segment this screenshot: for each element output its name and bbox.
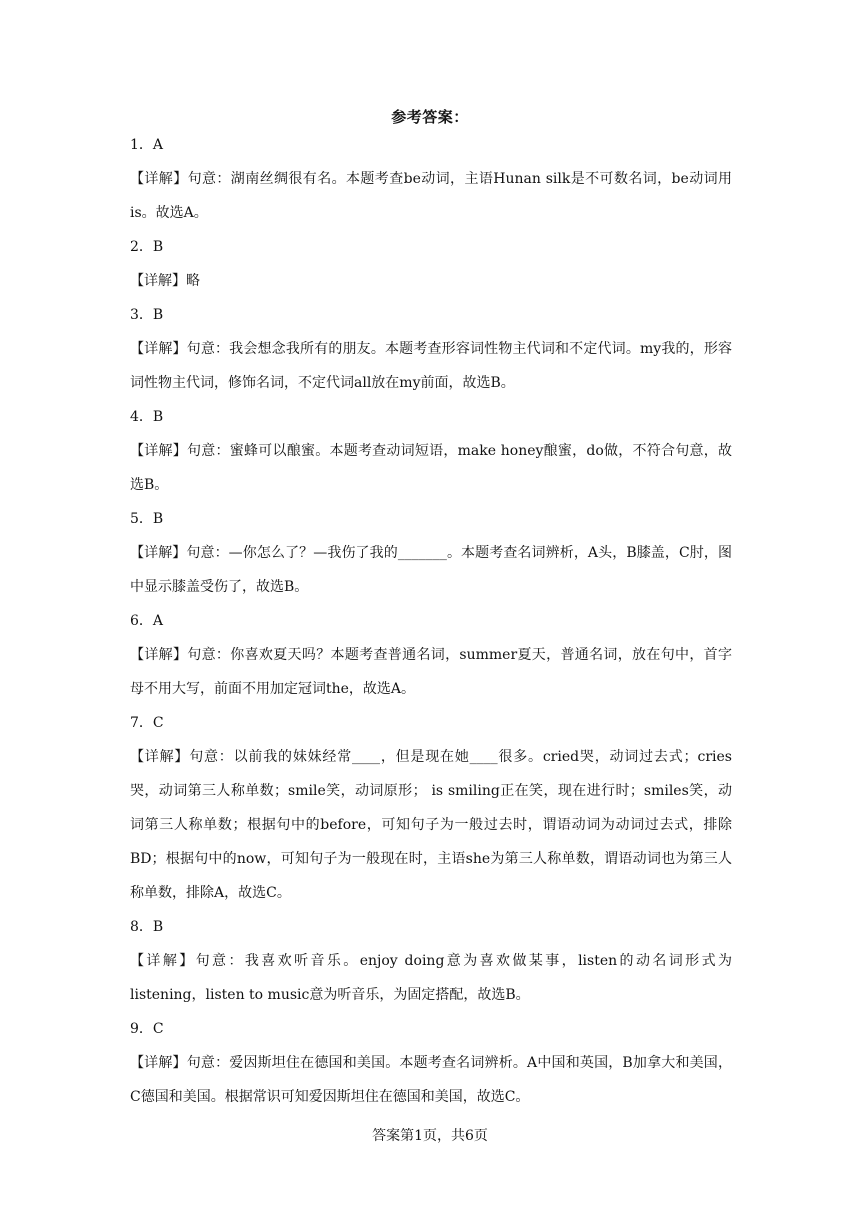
answer-detail: 【详解】句意：—你怎么了？—我伤了我的_______。本题考查名词辨析，A头，B膝盖，C肘，图中显示膝盖受伤了，故选B。 bbox=[130, 545, 732, 595]
answer-number: 4．B bbox=[130, 409, 164, 425]
answer-number: 8．B bbox=[130, 919, 164, 935]
answer-detail: 【详解】句意：你喜欢夏天吗？本题考查普通名词，summer夏天，普通名词，放在句中，首字母不用大写，前面不用加定冠词the，故选A。 bbox=[130, 647, 732, 697]
answer-number: 7．C bbox=[130, 715, 164, 731]
answer-detail: 【详解】句意：我会想念我所有的朋友。本题考查形容词性物主代词和不定代词。my我的，形容词性物主代词，修饰名词，不定代词all放在my前面，故选B。 bbox=[130, 341, 732, 391]
answer-number: 2．B bbox=[130, 239, 164, 255]
answer-detail: 【详解】句意：以前我的妹妹经常____，但是现在她____很多。cried哭，动词过去式；cries哭，动词第三人称单数；smile笑，动词原形； is smiling正在笑，现在进行时；smiles笑，动词第三人称单数；根据句中的before，可知句子为一般过去时，谓语动词为动词过去式，排除BD；根据句中的now，可知句子为一般现在时，主语she为第三人称单数，谓语动词也为第三人称单数，排除A，故选C。 bbox=[130, 749, 732, 901]
page-title: 参考答案： bbox=[391, 108, 469, 126]
answer-list bbox=[130, 128, 732, 1114]
page-footer: 答案第1页，共6页 bbox=[372, 1128, 488, 1144]
answer-number: 5．B bbox=[130, 511, 164, 527]
answer-number: 6．A bbox=[130, 613, 164, 629]
answer-number: 9．C bbox=[130, 1021, 164, 1037]
answer-detail: 【详解】句意：爱因斯坦住在德国和美国。本题考查名词辨析。A中国和英国，B加拿大和美国，C德国和美国。根据常识可知爱因斯坦住在德国和美国，故选C。 bbox=[130, 1055, 732, 1105]
answer-detail: 【详解】句意：湖南丝绸很有名。本题考查be动词，主语Hunan silk是不可数名词，be动词用is。故选A。 bbox=[130, 171, 732, 221]
answer-number: 1．A bbox=[130, 137, 164, 153]
answer-detail: 【详解】句意：我喜欢听音乐。enjoy doing意为喜欢做某事，listen的动名词形式为listening，listen to music意为听音乐，为固定搭配，故选B。 bbox=[130, 953, 732, 1003]
answer-detail: 【详解】句意：蜜蜂可以酿蜜。本题考查动词短语，make honey酿蜜，do做，不符合句意，故选B。 bbox=[130, 443, 732, 493]
answer-number: 3．B bbox=[130, 307, 164, 323]
answer-detail: 【详解】略 bbox=[130, 273, 200, 289]
